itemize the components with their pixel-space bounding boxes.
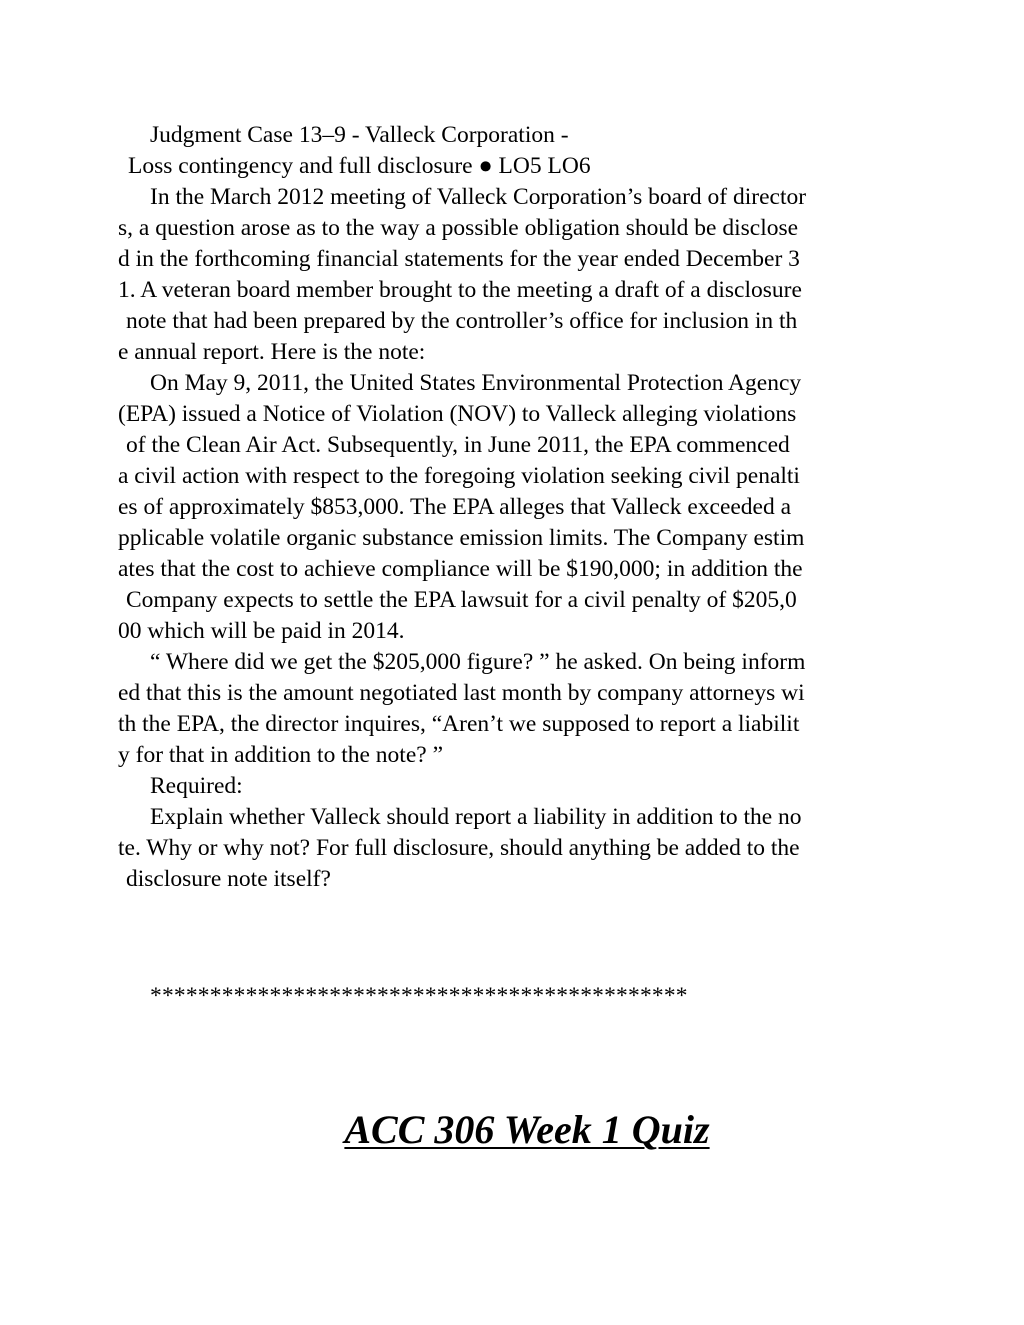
paragraph-line: 1. A veteran board member brought to the meeting a draft of a disclosure <box>118 277 802 303</box>
separator-asterisks: ********************************************* <box>150 983 688 1009</box>
case-title-line-1: Judgment Case 13–9 - Valleck Corporation - <box>150 122 569 148</box>
question-line: disclosure note itself? <box>126 866 331 892</box>
next-section-title <box>0 1105 1024 1155</box>
question-line: Explain whether Valleck should report a liability in addition to the no <box>150 804 802 830</box>
case-title-line-2: Loss contingency and full disclosure ● LO5 LO6 <box>128 153 591 179</box>
note-line: 00 which will be paid in 2014. <box>118 618 405 644</box>
note-line: pplicable volatile organic substance emission limits. The Company estim <box>118 525 805 551</box>
note-line: es of approximately $853,000. The EPA alleges that Valleck exceeded a <box>118 494 792 520</box>
dialogue-line: th the EPA, the director inquires, “Aren’t we supposed to report a liabilit <box>118 711 800 737</box>
note-line: a civil action with respect to the foregoing violation seeking civil penalti <box>118 463 800 489</box>
dialogue-line: y for that in addition to the note? ” <box>118 742 443 768</box>
note-line: (EPA) issued a Notice of Violation (NOV) to Valleck alleging violations <box>118 401 797 427</box>
note-line: of the Clean Air Act. Subsequently, in June 2011, the EPA commenced <box>126 432 790 458</box>
question-line: te. Why or why not? For full disclosure, should anything be added to the <box>118 835 800 861</box>
dialogue-line: “ Where did we get the $205,000 figure? ” he asked. On being inform <box>150 649 806 675</box>
required-heading: Required: <box>150 773 243 799</box>
dialogue-line: ed that this is the amount negotiated last month by company attorneys wi <box>118 680 805 706</box>
paragraph-line: s, a question arose as to the way a possible obligation should be disclose <box>118 215 799 241</box>
paragraph-line: note that had been prepared by the controller’s office for inclusion in th <box>126 308 798 334</box>
paragraph-line: In the March 2012 meeting of Valleck Corporation’s board of director <box>150 184 807 210</box>
note-line: On May 9, 2011, the United States Environmental Protection Agency <box>150 370 802 396</box>
paragraph-line: e annual report. Here is the note: <box>118 339 426 365</box>
next-section-title-text: ACC 306 Week 1 Quiz <box>344 1107 710 1152</box>
note-line: ates that the cost to achieve compliance will be $190,000; in addition the <box>118 556 803 582</box>
paragraph-line: d in the forthcoming financial statements for the year ended December 3 <box>118 246 800 272</box>
note-line: Company expects to settle the EPA lawsuit for a civil penalty of $205,0 <box>126 587 797 613</box>
